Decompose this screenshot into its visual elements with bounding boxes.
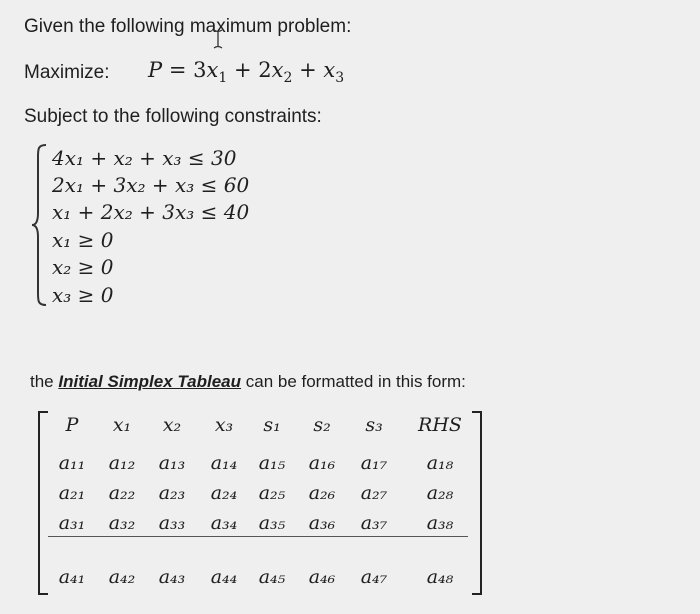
objective-P: P (148, 58, 163, 82)
tableau-cell: a₁₈ (426, 452, 454, 474)
tableau-cell: a₂₈ (426, 482, 454, 504)
tableau-header-cell: x₂ (162, 414, 182, 436)
maximize-label: Maximize: (24, 62, 110, 83)
objective-equals: = (168, 58, 187, 82)
tableau-left-bracket (36, 410, 50, 596)
tableau-objective-cell: a₄₂ (108, 566, 136, 588)
tableau-cell: a₁₁ (58, 452, 86, 474)
tableau-header-cell: RHS (418, 414, 462, 436)
tableau-header-cell: x₃ (214, 414, 234, 436)
tableau-objective-cell: a₄₈ (426, 566, 454, 588)
tableau-cell: a₃₂ (108, 512, 136, 534)
tableau-objective-cell: a₄₁ (58, 566, 86, 588)
tableau-cell: a₁₂ (108, 452, 136, 474)
objective-function (148, 58, 344, 86)
tableau-cell: a₂₃ (158, 482, 186, 504)
tableau-objective-cell: a₄₇ (360, 566, 388, 588)
constraint-2: 2x₁ + 3x₂ + x₃ ≤ 60 (52, 173, 250, 197)
tableau-cell: a₃₁ (58, 512, 86, 534)
tableau-objective-cell: a₄₃ (158, 566, 186, 588)
objective-plus-2: + (299, 58, 317, 82)
tableau-cell: a₁₆ (308, 452, 336, 474)
tableau-cell: a₂₇ (360, 482, 388, 504)
tableau-intro (30, 372, 466, 392)
objective-coef-1: 3 (193, 58, 207, 82)
objective-coef-2: 2 (258, 58, 272, 82)
tableau-header-cell: s₁ (263, 414, 281, 436)
tableau-objective-cell: a₄₆ (308, 566, 336, 588)
tableau-cell: a₃₆ (308, 512, 336, 534)
initial-simplex-tableau-link[interactable]: Initial Simplex Tableau (58, 372, 242, 391)
tableau-right-bracket (470, 410, 484, 596)
constraint-3: x₁ + 2x₂ + 3x₃ ≤ 40 (52, 200, 250, 224)
constraint-1: 4x₁ + x₂ + x₃ ≤ 30 (52, 146, 237, 170)
tableau-cell: a₃₇ (360, 512, 388, 534)
tableau-divider (48, 536, 468, 537)
problem-intro: Given the following maximum problem: (24, 16, 352, 37)
tableau-header-cell: x₁ (112, 414, 132, 436)
tableau-cell: a₃₃ (158, 512, 186, 534)
objective-var-3: x (323, 58, 336, 82)
tableau-cell: a₁₅ (258, 452, 286, 474)
tableau-cell: a₃₈ (426, 512, 454, 534)
tableau-cell: a₂₂ (108, 482, 136, 504)
tableau-intro-prefix: the (30, 372, 59, 391)
tableau-cell: a₁₄ (210, 452, 238, 474)
text-cursor-icon (211, 28, 225, 50)
tableau-cell: a₂₁ (58, 482, 86, 504)
tableau-header-cell: s₂ (313, 414, 331, 436)
tableau-header-cell: s₃ (365, 414, 383, 436)
subject-to-label: Subject to the following constraints: (24, 106, 322, 127)
constraint-6: x₃ ≥ 0 (52, 283, 114, 307)
tableau-objective-cell: a₄₄ (210, 566, 238, 588)
tableau-cell: a₂₆ (308, 482, 336, 504)
objective-var-2: x (271, 58, 284, 82)
tableau-cell: a₁₃ (158, 452, 186, 474)
tableau-objective-cell: a₄₅ (258, 566, 286, 588)
objective-sub-3: 3 (335, 70, 345, 87)
constraint-4: x₁ ≥ 0 (52, 228, 114, 252)
objective-sub-1: 1 (218, 70, 228, 87)
tableau-cell: a₁₇ (360, 452, 388, 474)
objective-var-1: x (206, 58, 219, 82)
tableau-intro-suffix: can be formatted in this form: (241, 372, 466, 391)
tableau-cell: a₃₅ (258, 512, 286, 534)
tableau-cell: a₃₄ (210, 512, 238, 534)
tableau-cell: a₂₄ (210, 482, 238, 504)
objective-plus-1: + (233, 58, 252, 82)
tableau-cell: a₂₅ (258, 482, 286, 504)
constraints-brace (30, 143, 50, 308)
constraint-5: x₂ ≥ 0 (52, 255, 114, 279)
objective-sub-2: 2 (283, 70, 293, 87)
tableau-header-cell: P (65, 414, 79, 436)
